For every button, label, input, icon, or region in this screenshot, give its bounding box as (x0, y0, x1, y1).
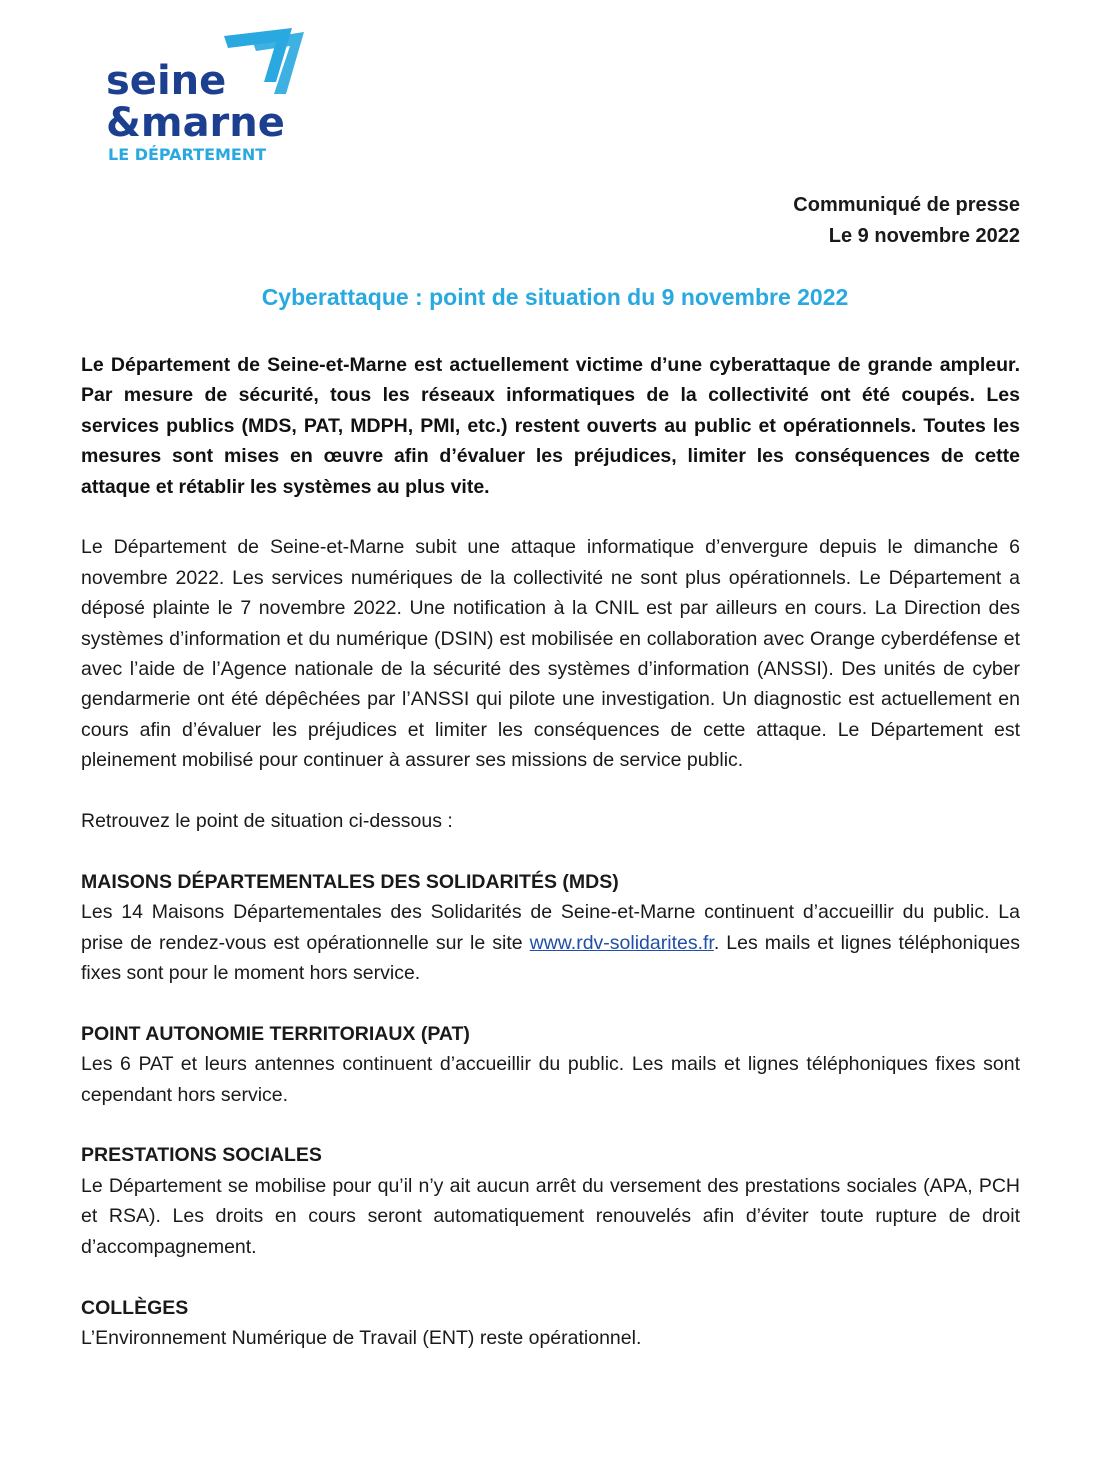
document-date: Le 9 novembre 2022 (828, 225, 1020, 247)
document-type: Communiqué de presse (793, 194, 1020, 216)
intro-line: Retrouvez le point de situation ci-dessous : (81, 810, 453, 833)
seine-et-marne-logo (106, 24, 316, 166)
section-text-mds: Les 14 Maisons Départementales des Solidarités de Seine-et-Marne continuent d’accueillir du public. La prise de rendez-vous est opérationnelle sur le site www.rdv-solidarites.fr. Les mails et lignes téléphoniques fixes sont pour le moment hors service. (81, 901, 1020, 985)
lead-paragraph: Le Département de Seine-et-Marne est actuellement victime d’une cyberattaque de grande ampleur. Par mesure de sécurité, tous les réseaux informatiques de la collectivité ont été coupés. Les services publics (MDS, PAT, MDPH, PMI, etc.) restent ouverts au public et opérationnels. Toutes les mesures sont mises en œuvre afin d’évaluer les préjudices, limiter les conséquences de cette attaque et rétablir les systèmes au plus vite. (81, 354, 1020, 498)
section-text-colleges: L’Environnement Numérique de Travail (ENT) reste opérationnel. (81, 1326, 642, 1349)
press-release-body (81, 350, 1020, 1353)
svg-text:LE DÉPARTEMENT: LE DÉPARTEMENT (108, 145, 267, 164)
section-title-mds: MAISONS DÉPARTEMENTALES DES SOLIDARITÉS (MDS) (81, 870, 619, 893)
body-paragraph: Le Département de Seine-et-Marne subit une attaque informatique d’envergure depuis le dimanche 6 novembre 2022. Les services numériques de la collectivité ne sont plus opérationnels. Le Département a déposé plainte le 7 novembre 2022. Une notification à la CNIL est par ailleurs en cours. La Direction des systèmes d’information et du numérique (DSIN) est mobilisée en collaboration avec Orange cyberdéfense et avec l’aide de l’Agence nationale de la sécurité des systèmes d’information (ANSSI). Des unités de cyber gendarmerie ont été dépêchées par l’ANSSI qui pilote une investigation. Un diagnostic est actuellement en cours afin d’évaluer les préjudices et limiter les conséquences de cette attaque. Le Département est pleinement mobilisé pour continuer à assurer ses missions de service public. (81, 536, 1020, 772)
section-text-prestations: Le Département se mobilise pour qu’il n’y ait aucun arrêt du versement des prestations sociales (APA, PCH et RSA). Les droits en cours seront automatiquement renouvelés afin d’éviter toute rupture de droit d’accompagnement. (81, 1174, 1020, 1258)
svg-text:&marne: &marne (106, 100, 285, 146)
section-title-pat: POINT AUTONOMIE TERRITORIAUX (PAT) (81, 1022, 470, 1045)
section-title-colleges: COLLÈGES (81, 1296, 189, 1319)
section-text-pat: Les 6 PAT et leurs antennes continuent d’accueillir du public. Les mails et lignes téléphoniques fixes sont cependant hors service. (81, 1053, 1020, 1106)
press-release-header (793, 190, 1020, 252)
rdv-solidarites-link[interactable]: www.rdv-solidarites.fr (529, 931, 714, 954)
svg-text:seine: seine (106, 58, 227, 104)
page-title: Cyberattaque : point de situation du 9 novembre 2022 (261, 284, 849, 310)
section-title-prestations: PRESTATIONS SOCIALES (81, 1144, 322, 1167)
